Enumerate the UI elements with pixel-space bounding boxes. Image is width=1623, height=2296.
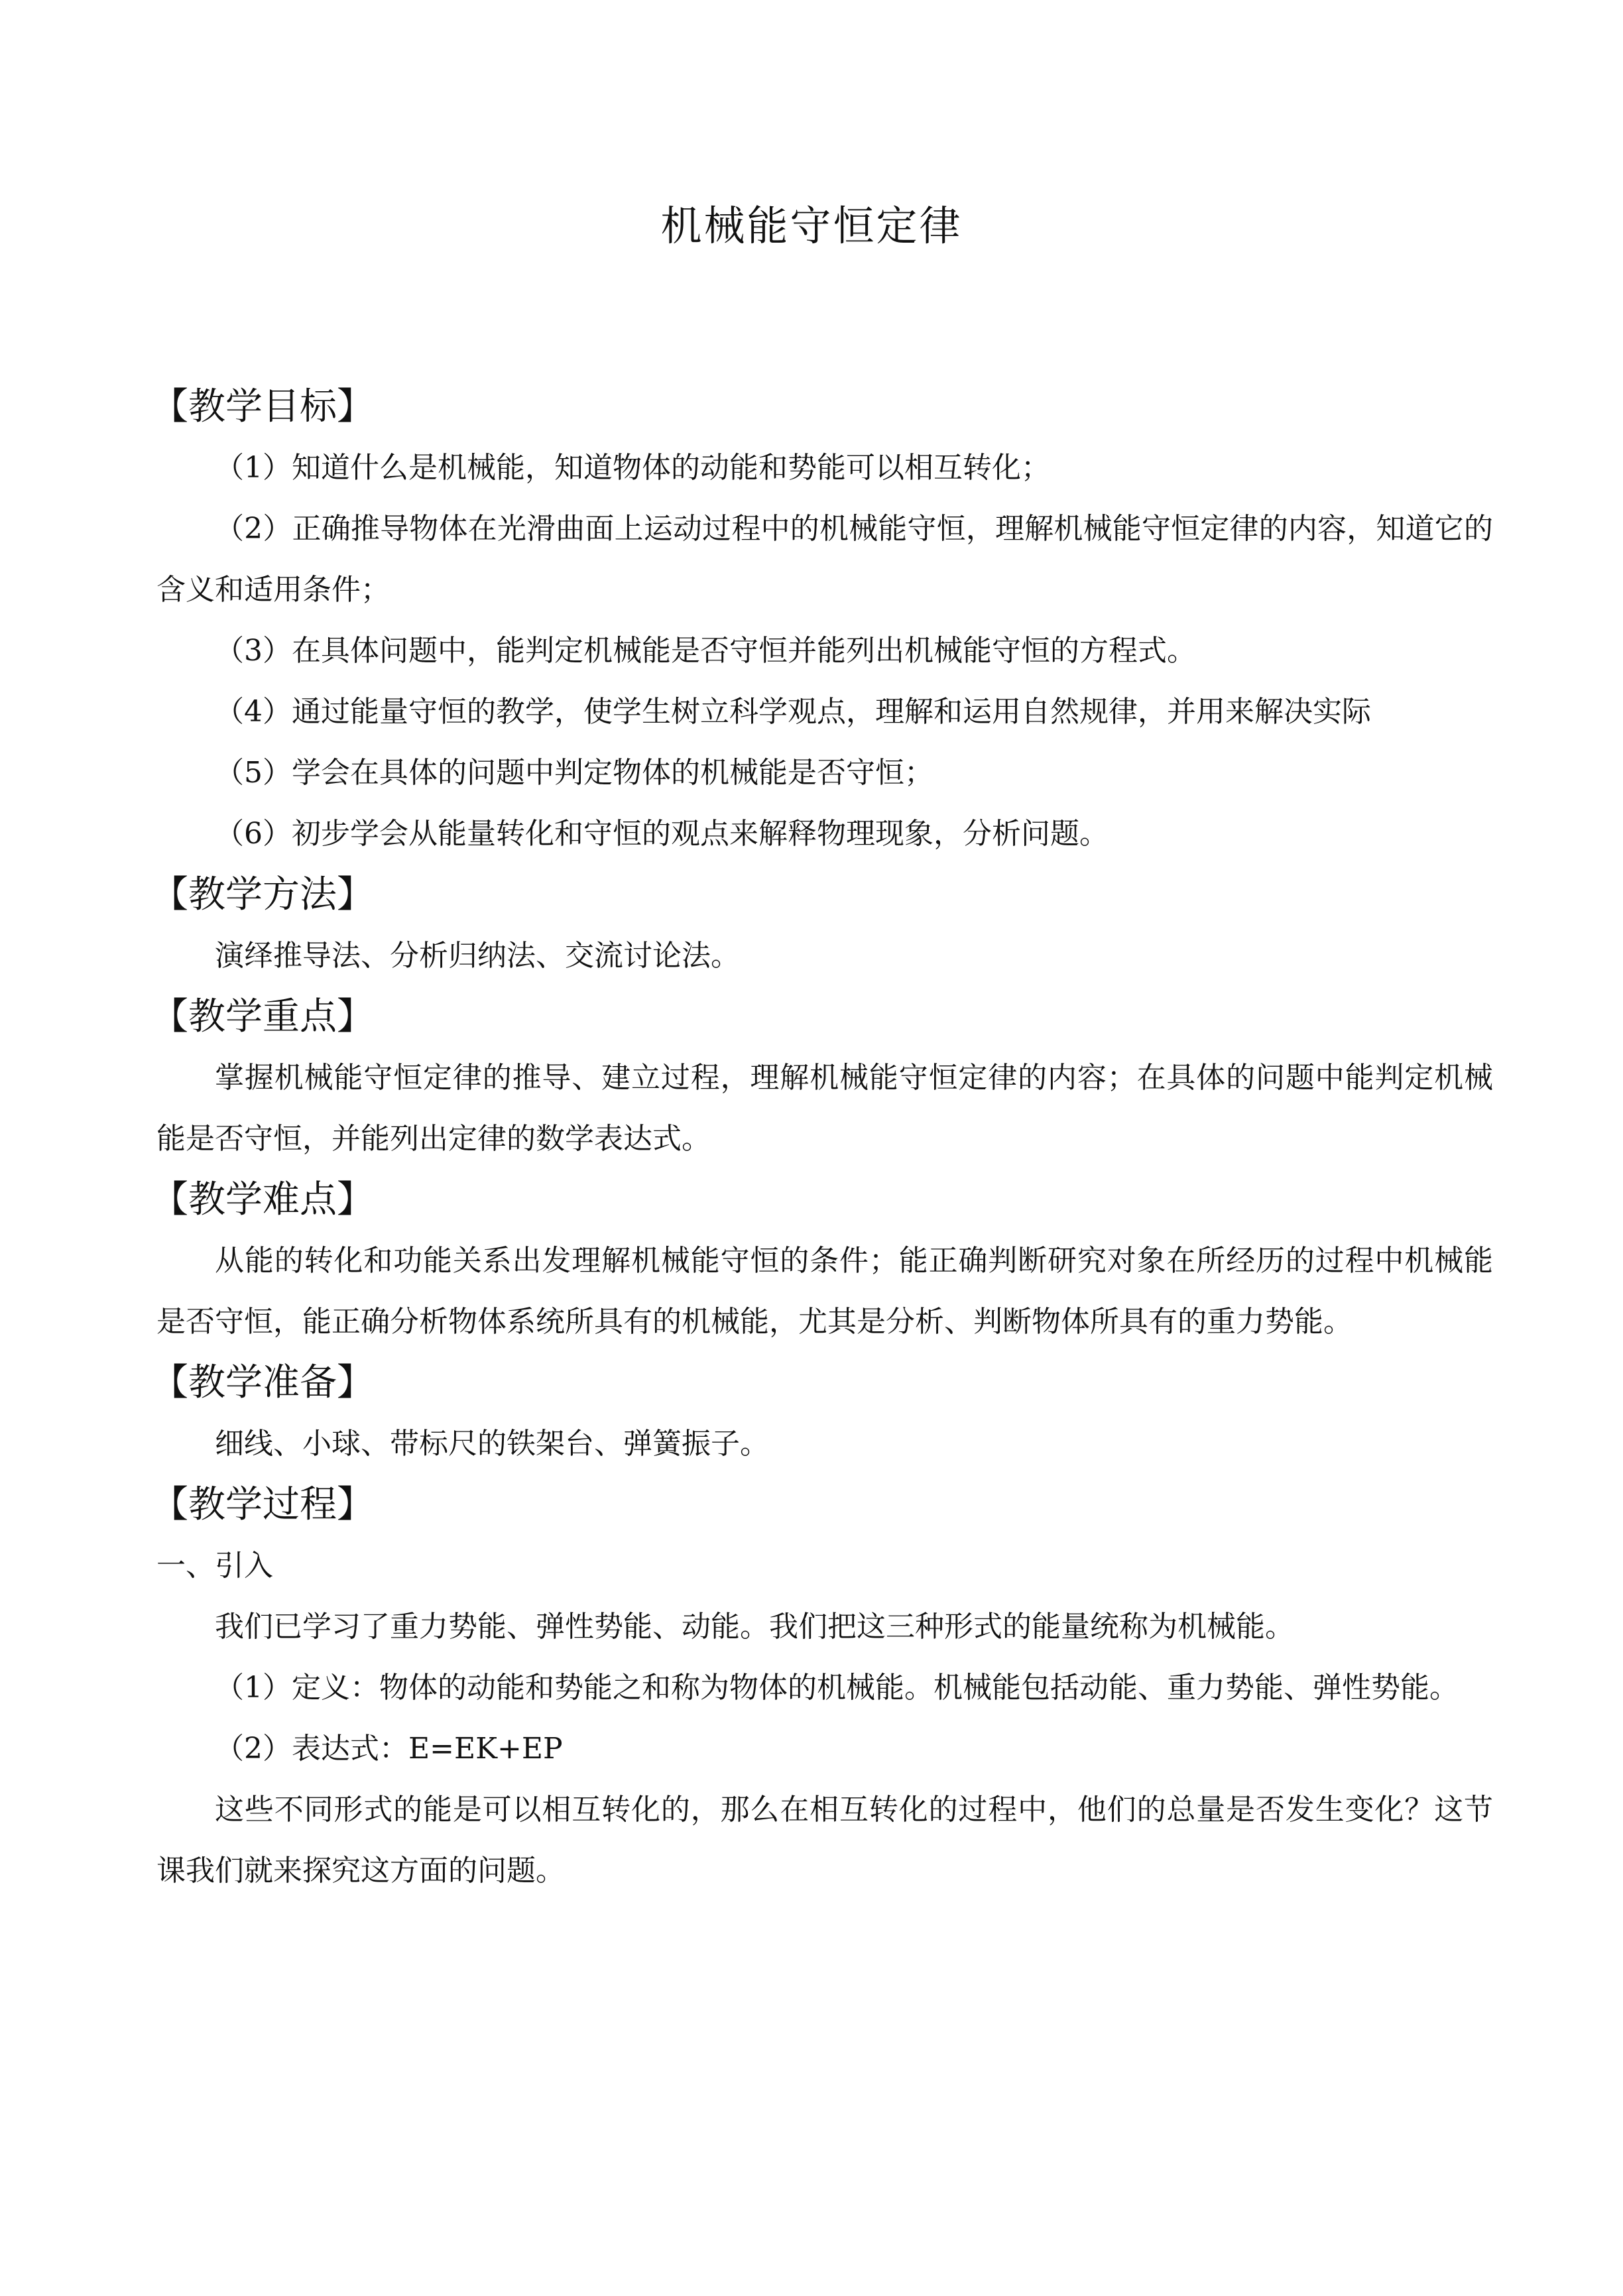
section-heading-key-points: 【教学重点】 (151, 995, 374, 1038)
process-paragraph: 我们已学习了重力势能、弹性势能、动能。我们把这三种形式的能量统称为机械能。 (215, 1610, 1294, 1644)
process-paragraph: 这些不同形式的能是可以相互转化的，那么在相互转化的过程中，他们的总量是否发生变化？这节课我们就来探究这方面的问题。 (156, 1793, 1493, 1888)
key-points-text: 掌握机械能守恒定律的推导、建立过程，理解机械能守恒定律的内容；在具体的问题中能判定机械能是否守恒，并能列出定律的数学表达式。 (156, 1061, 1493, 1156)
preparation-text: 细线、小球、带标尺的铁架台、弹簧振子。 (215, 1427, 769, 1461)
objective-item: （2）正确推导物体在光滑曲面上运动过程中的机械能守恒，理解机械能守恒定律的内容，知道它的含义和适用条件； (156, 512, 1493, 607)
objective-item: （4）通过能量守恒的教学，使学生树立科学观点，理解和运用自然规律，并用来解决实际 (215, 695, 1371, 729)
section-heading-preparation: 【教学准备】 (151, 1361, 374, 1404)
methods-text: 演绎推导法、分析归纳法、交流讨论法。 (215, 939, 740, 973)
objective-item: （6）初步学会从能量转化和守恒的观点来解释物理现象，分析问题。 (215, 817, 1109, 851)
section-heading-difficulties: 【教学难点】 (151, 1178, 374, 1221)
objective-item: （3）在具体问题中，能判定机械能是否守恒并能列出机械能守恒的方程式。 (215, 634, 1196, 668)
process-paragraph: （2）表达式：E=EK+EP (215, 1732, 563, 1766)
difficulties-text: 从能的转化和功能关系出发理解机械能守恒的条件；能正确判断研究对象在所经历的过程中机械能是否守恒，能正确分析物体系统所具有的机械能，尤其是分析、判断物体所具有的重力势能。 (156, 1244, 1493, 1339)
process-paragraph: （1）定义：物体的动能和势能之和称为物体的机械能。机械能包括动能、重力势能、弹性势能。 (215, 1671, 1459, 1705)
document-title: 机械能守恒定律 (660, 202, 963, 250)
process-subheading: 一、引入 (156, 1549, 273, 1583)
document-body (151, 377, 1493, 1902)
objective-item: （5）学会在具体的问题中判定物体的机械能是否守恒； (215, 756, 933, 790)
section-heading-methods: 【教学方法】 (151, 873, 374, 916)
section-heading-process: 【教学过程】 (151, 1483, 374, 1526)
objective-item: （1）知道什么是机械能，知道物体的动能和势能可以相互转化； (215, 451, 1050, 485)
section-heading-objectives: 【教学目标】 (151, 385, 374, 428)
